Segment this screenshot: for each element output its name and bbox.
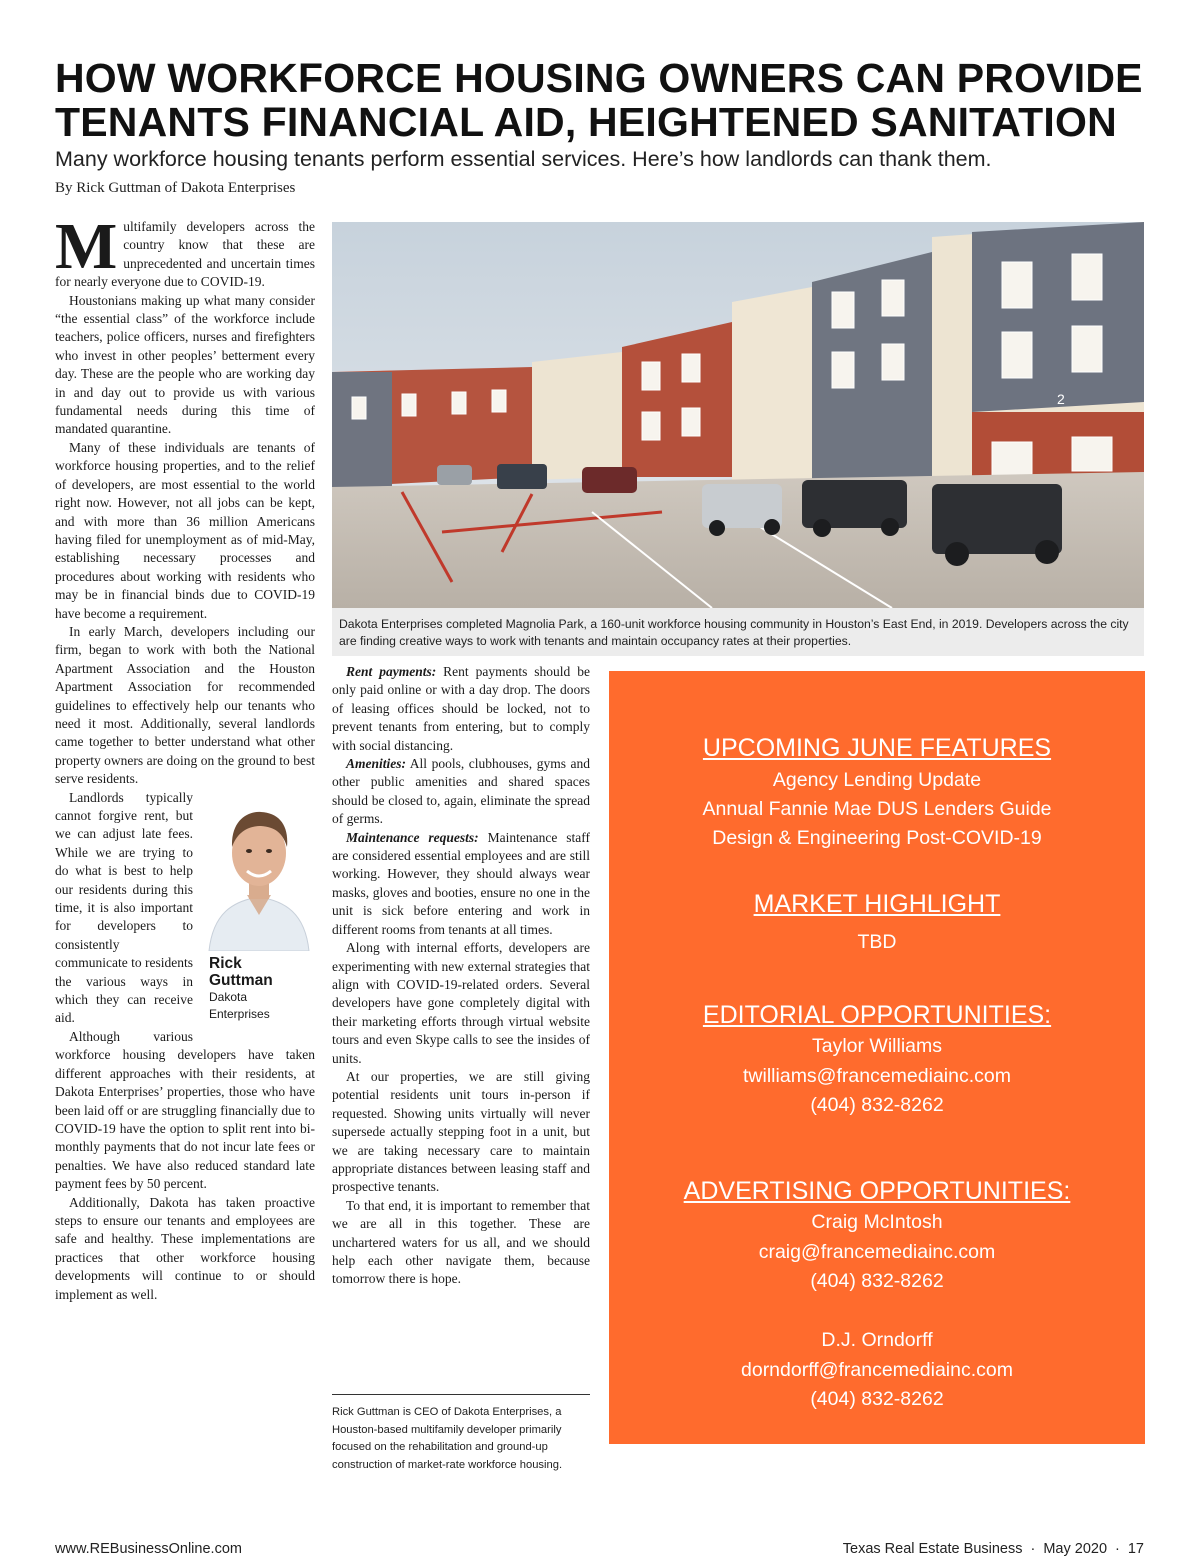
features-heading: UPCOMING JUNE FEATURES bbox=[702, 734, 1052, 762]
issue-date: May 2020 bbox=[1043, 1541, 1108, 1557]
headline-line-1: HOW WORKFORCE HOUSING OWNERS CAN PROVIDE bbox=[55, 55, 1143, 101]
paragraph-7: Additionally, Dakota has taken proactive steps to ensure our tenants and employees are safe and healthy. These implementations are practices that other workforce housing developments will continue to or should implement as well. bbox=[55, 1194, 315, 1302]
page-number: 17 bbox=[1127, 1541, 1144, 1557]
paragraph-2: Houstonians making up what many consider “the essential class” of the workforce include teachers, police officers, nurses and firefighters who invest in other peoples’ betterment every day. These are the people who are working day in and day out to provide us with various fundamental needs during this time of mandated quarantine. bbox=[55, 292, 315, 437]
paragraph-3: Many of these individuals are tenants of workforce housing properties, and to the relief of developers, are most essential to the world right now. However, not all jobs can be kept, and with more than 36 million Americans having filed for unemployment as of mid-May, establishing necessary processes and procedures about working with residents who may be in financial binds due to COVID-19 have become a requirement. bbox=[55, 439, 315, 621]
paragraph-6: Although various workforce housing developers have taken different approaches with their residents, at Dakota Enterprises’ properties, those who have been laid off or are struggling financially due to COVID-19 have the option to split rent into bi-monthly payments that do not incur late fees or penalties. We have also reduced standard late payment fees by 50 percent. bbox=[55, 1028, 315, 1192]
author-company: Dakota Enterprises bbox=[209, 989, 270, 1021]
separator: · bbox=[1115, 1541, 1120, 1557]
feature-item: Agency Lending Update bbox=[772, 769, 982, 791]
market-value: TBD bbox=[857, 931, 897, 953]
headline bbox=[55, 56, 1155, 144]
ad-contact-2-name: D.J. Orndorff bbox=[821, 1329, 933, 1351]
author-bio: Rick Guttman is CEO of Dakota Enterprises, a Houston-based multifamily developer primarily focused on the rehabilitation and ground-up construction of market-rate workforce housing. bbox=[332, 1406, 563, 1471]
publication-name: Texas Real Estate Business bbox=[842, 1541, 1023, 1557]
ad-contact-1-email[interactable]: craig@francemediainc.com bbox=[758, 1241, 996, 1263]
editorial-name: Taylor Williams bbox=[811, 1035, 942, 1057]
headline-line-2: TENANTS FINANCIAL AID, HEIGHTENED SANITATION bbox=[55, 99, 1117, 145]
paragraph-4: In early March, developers including our firm, began to work with both the National Apartment Association and the Houston Apartment Association for recommended guidelines to effectively help our tenants who need it most. Additionally, several landlords came together to better understand what other property owners are doing on the ground to best serve residents. bbox=[55, 623, 315, 787]
photo-block bbox=[332, 222, 1144, 656]
paragraph-5: Landlords typically cannot forgive rent, but we can adjust late fees. While we are trying to do what is best to help our residents during this time, it is also important for developers to consistently communicate to residents the various ways in which they can receive aid. bbox=[55, 789, 193, 1026]
deck: Many workforce housing tenants perform essential services. Here’s how landlords can thank them. bbox=[55, 147, 992, 171]
author-name: Rick Guttman bbox=[209, 954, 273, 989]
article-column-1 bbox=[55, 210, 315, 1304]
separator: · bbox=[1030, 1541, 1036, 1557]
drop-cap: M bbox=[55, 210, 118, 283]
feature-item: Design & Engineering Post-COVID-19 bbox=[712, 827, 1042, 849]
apartment-photo bbox=[332, 222, 1144, 608]
advertising-heading: ADVERTISING OPPORTUNITIES: bbox=[683, 1177, 1071, 1205]
editorial-heading: EDITORIAL OPPORTUNITIES: bbox=[702, 1001, 1052, 1029]
paragraph-internal-efforts: Along with internal efforts, developers are experimenting with new external strategies that align with COVID-19-related orders. Several developers have gone completely digital with their marketing efforts through virtual website tours and even Skype calls to see the insides of units. bbox=[332, 940, 590, 1066]
ad-contact-2-phone: (404) 832-8262 bbox=[810, 1388, 944, 1410]
byline: By Rick Guttman of Dakota Enterprises bbox=[55, 180, 296, 196]
paragraph-conclusion: To that end, it is important to remember that we are all in this together. These are unchartered waters for us all, and we should help each other navigate them, because tomorrow there is hope. bbox=[332, 1197, 590, 1287]
paragraph-1: Multifamily developers across the country know that these are unprecedented and uncertain times for nearly everyone due to COVID-19. bbox=[55, 210, 315, 290]
footer-publication-info bbox=[843, 1540, 1144, 1558]
feature-item: Annual Fannie Mae DUS Lenders Guide bbox=[702, 798, 1052, 820]
market-heading: MARKET HIGHLIGHT bbox=[753, 890, 1001, 918]
bio-divider bbox=[332, 1394, 590, 1395]
promo-box bbox=[609, 671, 1145, 1444]
paragraph-rent: Rent payments: Rent payments should be only paid online or with a day drop. The doors of leasing offices should be locked, not to prevent tenants from entering, but to comply with social distancing. bbox=[332, 664, 590, 753]
photo-caption: Dakota Enterprises completed Magnolia Park, a 160-unit workforce housing community in Houston’s East End, in 2019. Developers across the city are finding creative ways to work with tenants and maintain occupancy rates at their properties. bbox=[339, 617, 1129, 648]
paragraph-tours: At our properties, we are still giving potential residents unit tours in-person if requested. Showing units virtually will never supersede actually stepping foot in a unit, but we are taking necessary care to maintain appropriate distances between leasing staff and prospective tenants. bbox=[332, 1068, 590, 1195]
editorial-phone: (404) 832-8262 bbox=[810, 1094, 944, 1116]
footer-website[interactable]: www.REBusinessOnline.com bbox=[55, 1541, 242, 1557]
ad-contact-1-phone: (404) 832-8262 bbox=[810, 1270, 944, 1292]
building-number: 2 bbox=[1057, 391, 1065, 407]
article-column-2 bbox=[332, 663, 590, 1289]
ad-contact-1-name: Craig McIntosh bbox=[811, 1211, 943, 1233]
paragraph-maintenance: Maintenance requests: Maintenance staff are considered essential employees and are still working. However, they should always wear masks, gloves and booties, ensure no one in the unit is sick before entering and work in different rooms from tenants at all times. bbox=[332, 829, 590, 937]
ad-contact-2-email[interactable]: dorndorff@francemediainc.com bbox=[741, 1359, 1013, 1381]
author-headshot bbox=[203, 791, 315, 951]
paragraph-amenities: Amenities: All pools, clubhouses, gyms and other public amenities and shared spaces should be closed to, again, eliminate the spread of germs. bbox=[332, 756, 590, 827]
editorial-email[interactable]: twilliams@francemediainc.com bbox=[743, 1065, 1011, 1087]
author-inset bbox=[203, 791, 315, 1029]
